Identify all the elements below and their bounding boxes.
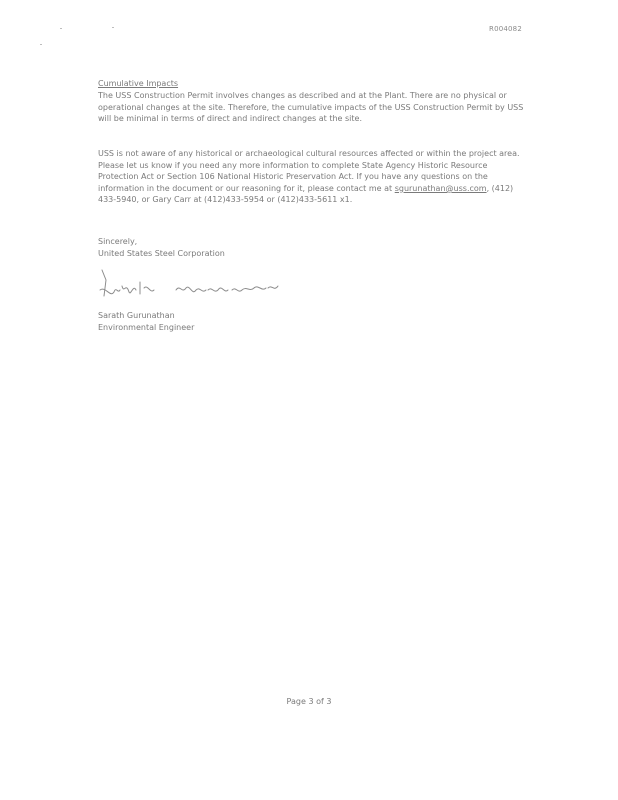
handwritten-signature xyxy=(96,268,286,308)
paragraph-text: , (412) 433-5940, or Gary Carr at (412)433-5954 or (412)433-5611 x1. xyxy=(98,183,514,205)
scan-speck xyxy=(112,27,114,28)
email-link[interactable]: sgurunathan@uss.com xyxy=(394,183,487,193)
paragraph-historic-resources xyxy=(98,148,528,206)
scan-speck xyxy=(40,44,42,45)
signer-title: Environmental Engineer xyxy=(98,323,195,332)
company-name: United States Steel Corporation xyxy=(98,249,225,258)
document-id: R004082 xyxy=(489,25,522,33)
page-number: Page 3 of 3 xyxy=(286,697,332,706)
scan-speck xyxy=(60,28,62,29)
section-heading: Cumulative Impacts xyxy=(98,79,179,88)
paragraph-cumulative-impacts: The USS Construction Permit involves changes as described and at the Plant. There are no physical or operational changes at the site. Therefore, the cumulative impacts of the USS Construction Permit by USS will be minimal in terms of direct and indirect changes at the site. xyxy=(98,91,524,124)
closing-salutation: Sincerely, xyxy=(98,237,138,246)
signer-name: Sarath Gurunathan xyxy=(98,311,175,320)
paragraph-text: USS is not aware of any historical or archaeological cultural resources affected or within the project area. Please let us know if you need any more information to complete State Agency Historic Resource Protection Act or Section 106 National Historic Preservation Act. If you have any questions on the information in the document or our reasoning for it, please contact me at xyxy=(98,149,520,193)
